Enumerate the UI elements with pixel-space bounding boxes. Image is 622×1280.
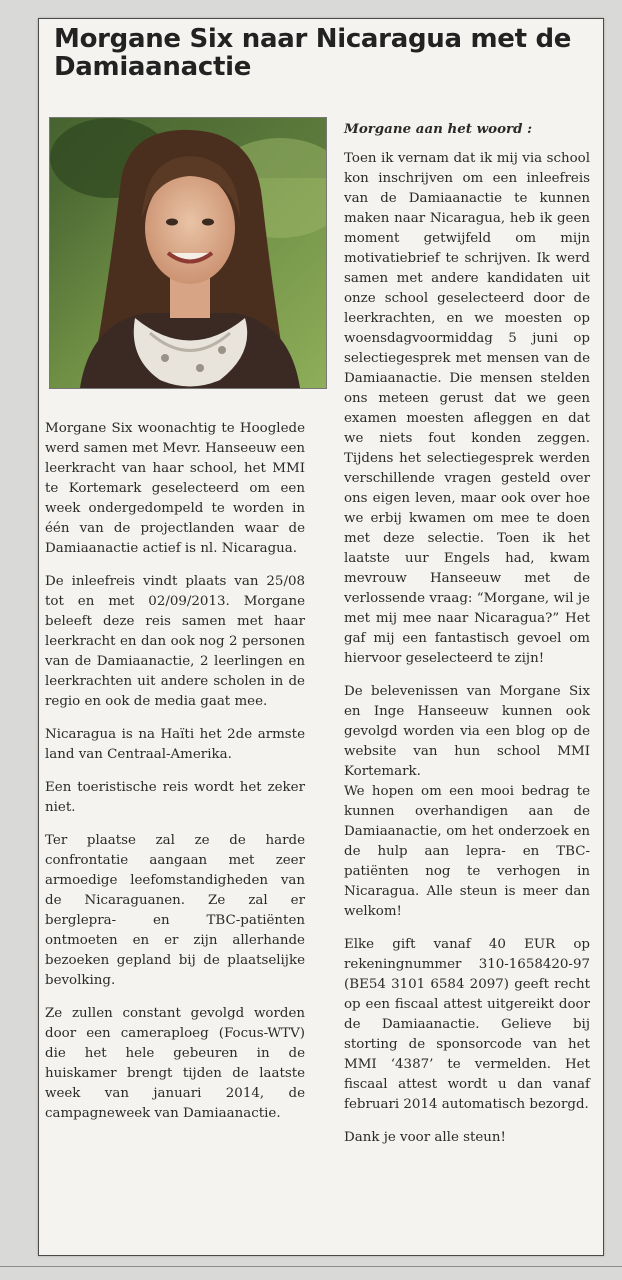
article-headline: Morgane Six naar Nicaragua met de Damiaanactie xyxy=(54,24,572,82)
portrait-photo xyxy=(49,117,327,389)
body-paragraph: De belevenissen van Morgane Six en Inge Hanseeuw kunnen ook gevolgd worden via een blog op de website van hun school MMI Kortemark. xyxy=(344,684,590,779)
portrait-image xyxy=(50,118,326,388)
body-paragraph: Nicaragua is na Haïti het 2de armste land van Centraal-Amerika. xyxy=(45,727,305,762)
body-paragraph: We hopen om een mooi bedrag te kunnen overhandigen aan de Damiaanactie, om het onderzoek en de hulp aan lepra- en TBC-patiënten nog te verhogen in Nicaragua. Alle steun is meer dan welkom! xyxy=(344,784,590,919)
body-paragraph: Toen ik vernam dat ik mij via school kon inschrijven om een inleefreis van de Damiaanactie te kunnen maken naar Nicaragua, heb ik geen moment getwijfeld om mijn motivatiebrief te schrijven. Ik werd samen met andere kandidaten uit onze school geselecteerd door de leerkrachten, en we moesten op woensdagvoormiddag 5 juni op selectiegesprek met mensen van de Damiaanactie. Die mensen stelden ons meteen gerust dat we geen examen moesten afleggen en dat we niets fout konden zeggen. Tijdens het selectiegesprek werden verschillende vragen gesteld over ons eigen leven, maar ook over hoe we erbij kwamen om mee te doen met deze selectie. Toen ik het laatste uur Engels had, kwam mevrouw Hanseeuw met de verlossende vraag: “Morgane, wil je met mij mee naar Nicaragua?” Het gaf mij een fantastisch gevoel om hiervoor geselecteerd te zijn! xyxy=(344,151,590,666)
body-paragraph: De inleefreis vindt plaats van 25/08 tot en met 02/09/2013. Morgane beleeft deze reis samen met haar leerkracht en dan ook nog 2 personen van de Damiaanactie, 2 leerlingen en leerkrachten uit andere scholen in de regio en ook de media gaat mee. xyxy=(45,574,305,709)
adjacent-column-left xyxy=(0,30,40,1270)
left-column xyxy=(45,419,305,1137)
sign-off: Dank je voor alle steun! xyxy=(344,1130,506,1145)
body-paragraph: Morgane Six woonachtig te Hooglede werd samen met Mevr. Hanseeuw een leerkracht van haar school, het MMI te Kortemark geselecteerd om een week ondergedompeld te worden in één van de projectlanden waar de Damiaanactie actief is nl. Nicaragua. xyxy=(45,421,305,556)
right-column xyxy=(344,120,590,1148)
body-paragraph: Ze zullen constant gevolgd worden door een cameraploeg (Focus-WTV) die het hele gebeuren in de huiskamer brengt tijden de laatste week van januari 2014, de campagneweek van Damiaanactie. xyxy=(45,1006,305,1121)
page-divider xyxy=(0,1266,622,1267)
body-paragraph: Ter plaatse zal ze de harde confrontatie aangaan met zeer armoedige leefomstandigheden van de Nicaraguanen. Ze zal er berglepra- en TBC-patiënten ontmoeten en er zijn allerhande bezoeken gepland bij de plaatselijke bevolking. xyxy=(45,833,305,988)
adjacent-column-right xyxy=(604,40,622,1280)
column-subheading: Morgane aan het woord : xyxy=(344,121,533,137)
newspaper-article xyxy=(38,18,604,1256)
body-paragraph: Elke gift vanaf 40 EUR op rekeningnummer 310-1658420-97 (BE54 3101 6584 2097) geeft recht op een fiscaal attest uitgereikt door de Damiaanactie. Gelieve bij storting de sponsorcode van het MMI ‘4387’ te vermelden. Het fiscaal attest wordt u dan vanaf februari 2014 automatisch bezorgd. xyxy=(344,937,590,1112)
body-paragraph: Een toeristische reis wordt het zeker niet. xyxy=(45,780,305,815)
